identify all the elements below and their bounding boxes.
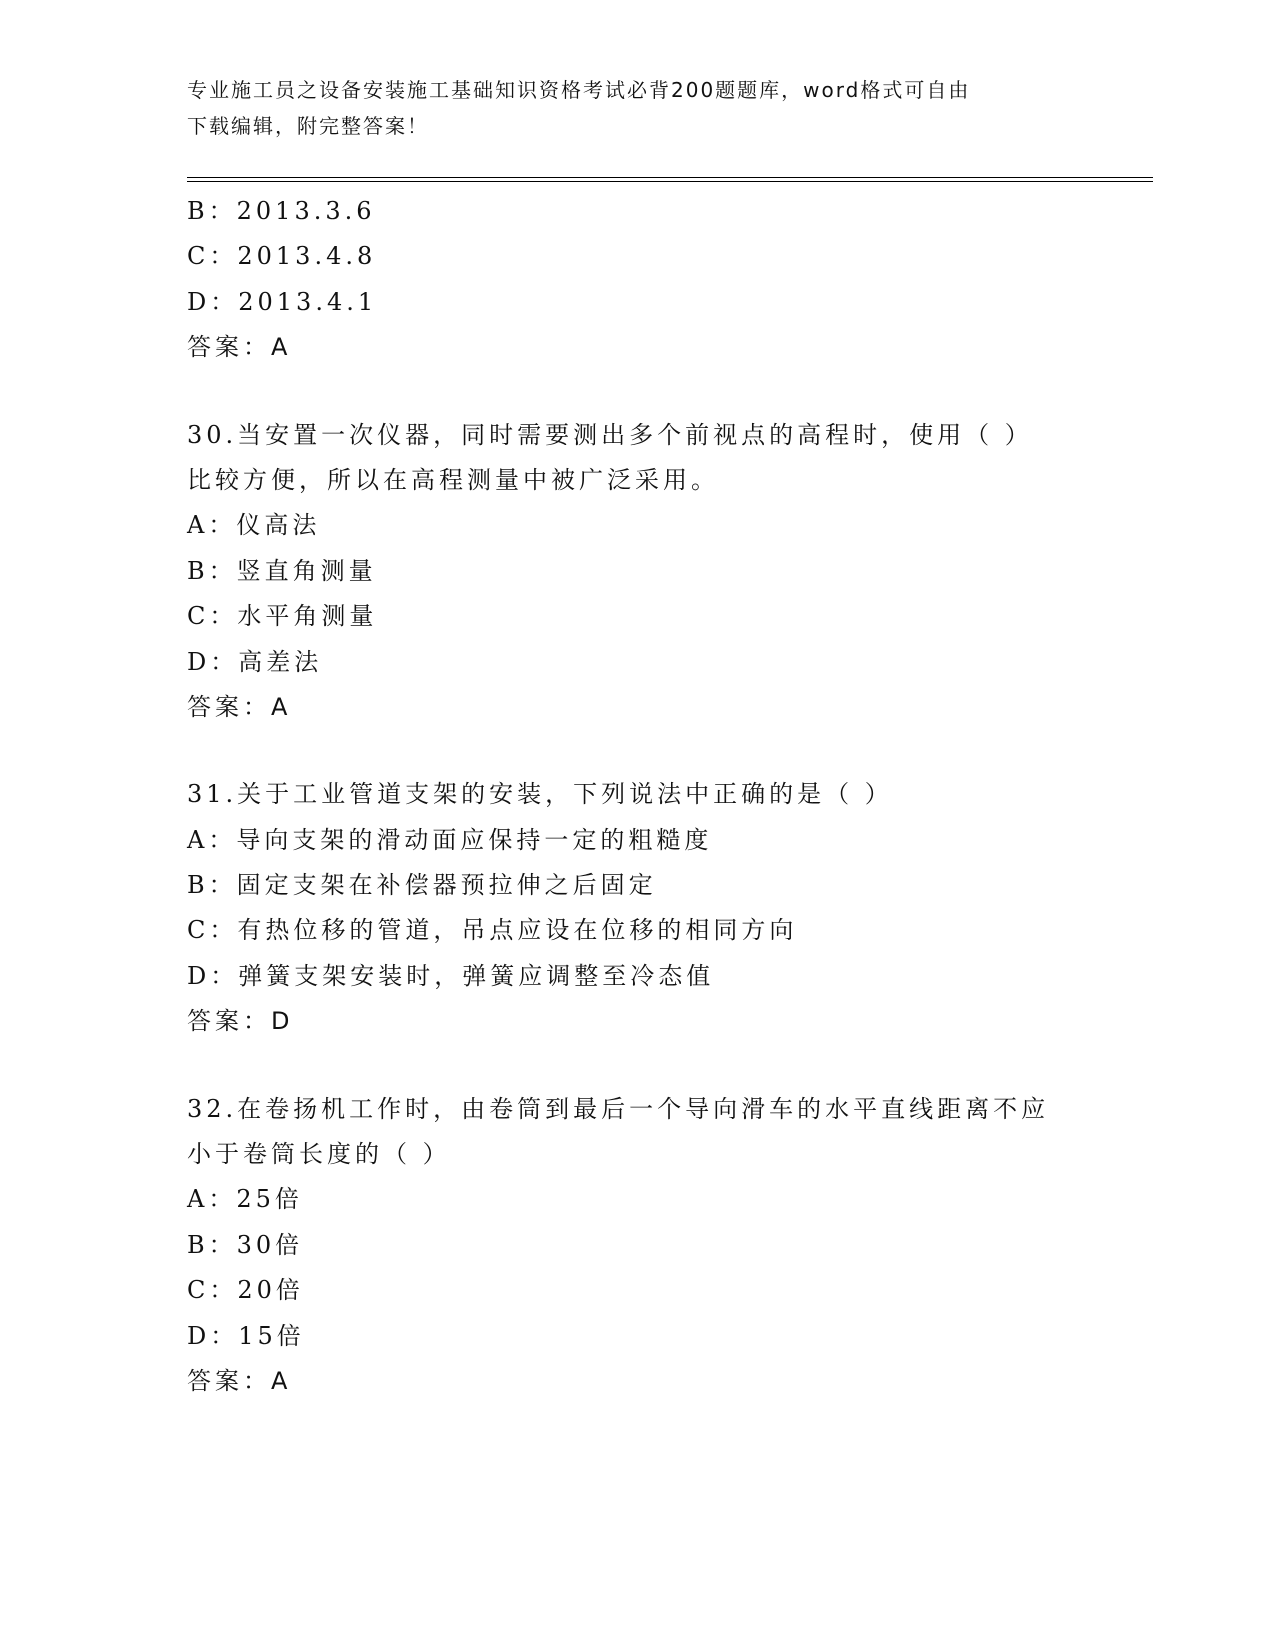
question-stem: 32.在卷扬机工作时，由卷筒到最后一个导向滑车的水平直线距离不应	[187, 1094, 1050, 1123]
question-32	[187, 1087, 1127, 1405]
option-c: C：有热位移的管道，吊点应设在位移的相同方向	[187, 916, 798, 945]
option-c: C：20倍	[187, 1276, 304, 1305]
option-d: D：2013.4.1	[187, 287, 378, 316]
option-b: B：30倍	[187, 1230, 304, 1259]
option-b: B：固定支架在补偿器预拉伸之后固定	[187, 871, 657, 900]
header-line-1: 专业施工员之设备安装施工基础知识资格考试必背200题题库，word格式可自由	[187, 78, 971, 102]
header-divider	[187, 177, 1153, 182]
answer-line: 答案：A	[187, 692, 292, 721]
answer-line: 答案：A	[187, 333, 292, 362]
answer-line: 答案：D	[187, 1007, 294, 1036]
option-a: A：25倍	[187, 1185, 303, 1214]
option-a: A：仪高法	[187, 511, 321, 540]
header-line-2: 下载编辑，附完整答案！	[187, 114, 429, 138]
question-stem: 31.关于工业管道支架的安装，下列说法中正确的是（ ）	[187, 780, 893, 809]
question-content	[187, 189, 1127, 1404]
option-d: D：高差法	[187, 647, 323, 676]
question-stem: 小于卷筒长度的（ ）	[187, 1140, 451, 1169]
spacer	[187, 1045, 1127, 1087]
question-29-tail	[187, 189, 1127, 371]
option-a: A：导向支架的滑动面应保持一定的粗糙度	[187, 825, 713, 854]
option-d: D：弹簧支架安装时，弹簧应调整至冷态值	[187, 961, 715, 990]
document-header	[187, 72, 1067, 144]
spacer	[187, 730, 1127, 772]
question-stem: 比较方便，所以在高程测量中被广泛采用。	[187, 465, 719, 494]
answer-line: 答案：A	[187, 1366, 292, 1395]
question-31	[187, 772, 1127, 1044]
question-stem: 30.当安置一次仪器，同时需要测出多个前视点的高程时，使用（ ）	[187, 420, 1033, 449]
option-b: B：竖直角测量	[187, 556, 377, 585]
option-d: D：15倍	[187, 1321, 305, 1350]
option-c: C：水平角测量	[187, 602, 378, 631]
question-30	[187, 413, 1127, 731]
option-c: C：2013.4.8	[187, 242, 377, 271]
spacer	[187, 371, 1127, 413]
option-b: B：2013.3.6	[187, 197, 376, 225]
